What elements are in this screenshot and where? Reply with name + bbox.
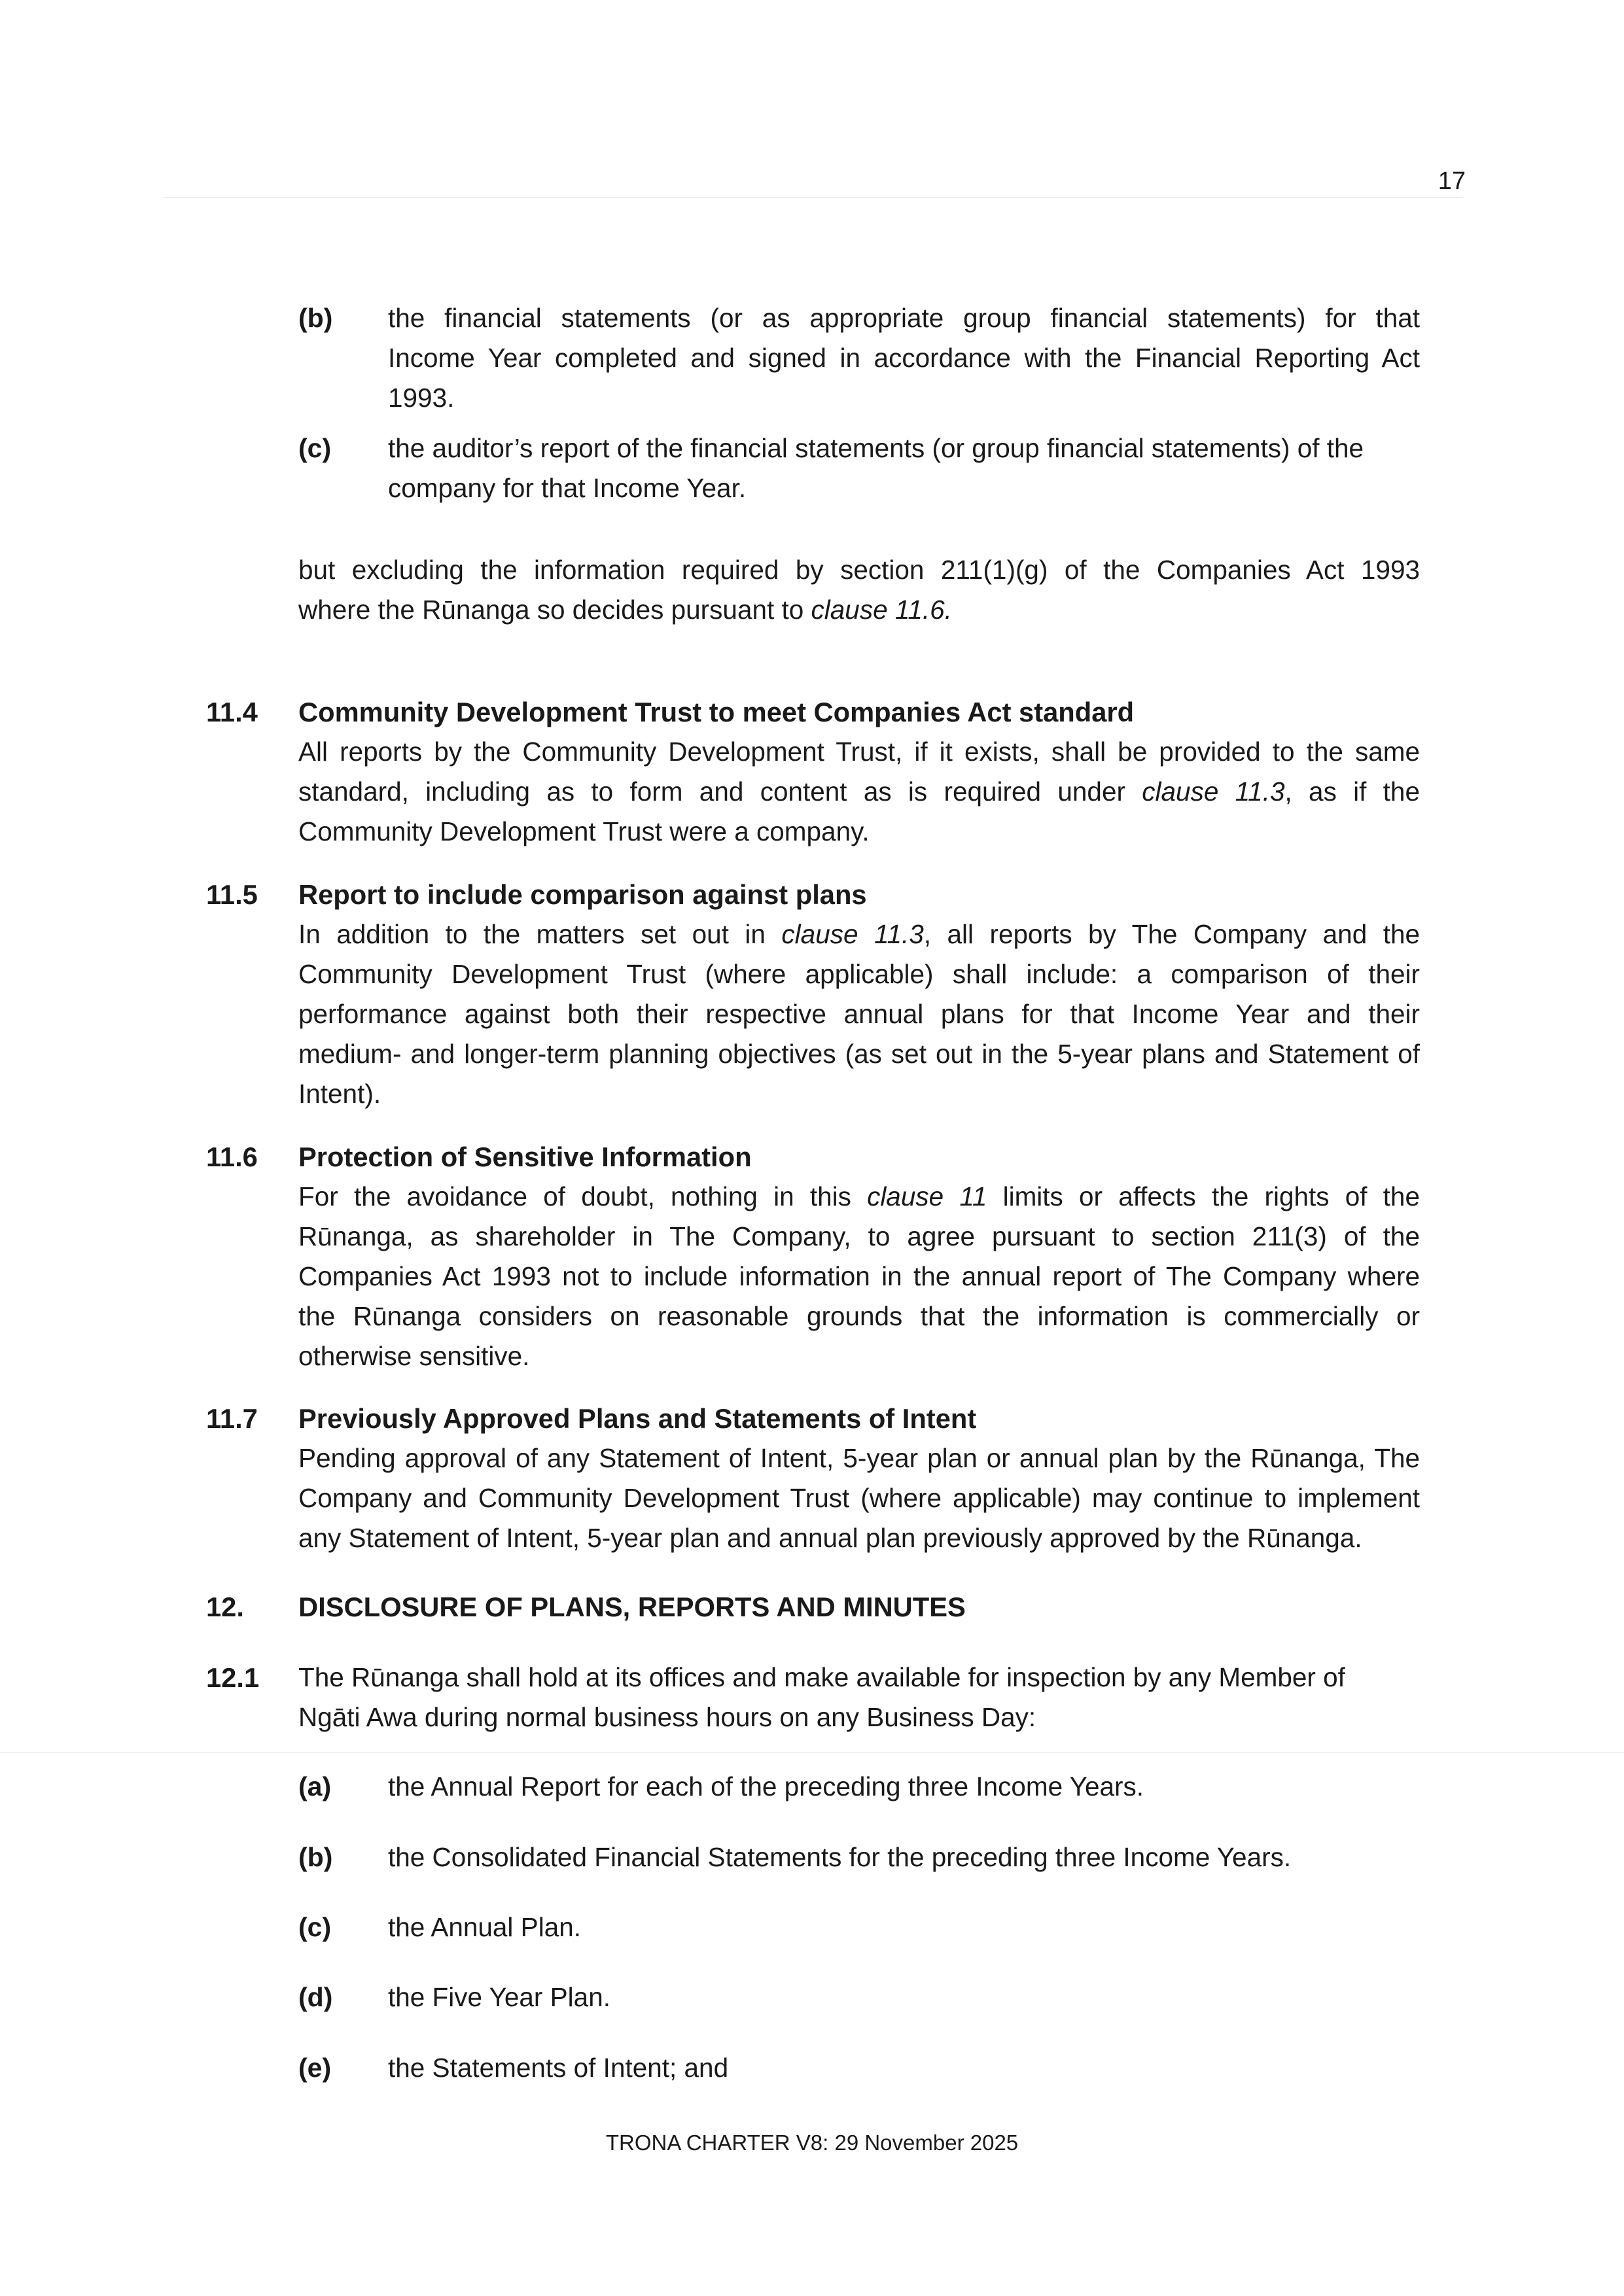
item-text [388, 2048, 1420, 2088]
text-segment: , all reports by The Company and the [923, 919, 1420, 949]
text-line: Pending approval of any Statement of Intent, 5-year plan or annual plan by the Rūnanga, The [298, 1443, 1420, 1473]
text-line: company for that Income Year. [388, 473, 747, 503]
text-line: otherwise sensitive. [298, 1341, 530, 1371]
section-number: 11.6 [206, 1141, 258, 1172]
item-label: (a) [298, 1771, 332, 1801]
text-line [298, 914, 1420, 954]
item-label: (c) [298, 433, 332, 463]
item-label: (e) [298, 2053, 332, 2083]
section-heading: Report to include comparison against plans [298, 879, 867, 910]
item-label: (b) [298, 303, 333, 333]
section-body [298, 1137, 1420, 1376]
section-body [298, 1587, 1420, 1627]
text-line: Companies Act 1993 not to include information in the annual report of The Company where [298, 1261, 1420, 1291]
text-line: Intent). [298, 1079, 381, 1109]
text-line: the auditor’s report of the financial statements (or group financial statements) of the [388, 433, 1364, 463]
text-line: Ngāti Awa during normal business hours on any Business Day: [298, 1702, 1036, 1732]
section-heading: Previously Approved Plans and Statements of Intent [298, 1403, 977, 1434]
page-footer: TRONA CHARTER V8: 29 November 2025 [605, 2131, 1019, 2155]
text-line: Company and Community Development Trust (where applicable) may continue to implement [298, 1483, 1420, 1513]
item-text [388, 428, 1420, 508]
item-text [388, 298, 1420, 418]
section-body [298, 875, 1420, 1114]
text-line: medium- and longer-term planning objectives (as set out in the 5-year plans and Statement of [298, 1039, 1420, 1069]
text-line [298, 772, 1420, 812]
text-line: the Five Year Plan. [388, 1982, 610, 2012]
text-line: 1993. [388, 383, 455, 413]
text-line: the Consolidated Financial Statements for the preceding three Income Years. [388, 1842, 1292, 1872]
text-line: the Statements of Intent; and [388, 2053, 729, 2083]
text-line: but excluding the information required by section 211(1)(g) of the Companies Act 1993 [298, 555, 1420, 585]
section-heading: DISCLOSURE OF PLANS, REPORTS AND MINUTES [298, 1592, 966, 1622]
item-text [388, 1907, 1420, 1947]
text-segment: For the avoidance of doubt, nothing in this [298, 1181, 868, 1211]
page-number: 17 [1438, 167, 1466, 195]
section-body [298, 692, 1420, 852]
text-line: the financial statements (or as appropriate group financial statements) for that [388, 303, 1420, 333]
text-segment: In addition to the matters set out in [298, 919, 782, 949]
text-line [298, 590, 1420, 630]
section-number: 12.1 [206, 1662, 260, 1693]
clause-reference: clause 11.6. [811, 595, 952, 625]
text-segment: where the Rūnanga so decides pursuant to [298, 595, 811, 625]
text-segment: , as if the [1284, 776, 1420, 807]
item-text [388, 1977, 1420, 2017]
section-number: 11.7 [206, 1403, 258, 1434]
text-line: performance against both their respective annual plans for that Income Year and their [298, 999, 1420, 1029]
scan-line [0, 1752, 1624, 1753]
section-body [298, 1658, 1420, 1737]
paragraph-body [298, 550, 1420, 630]
clause-reference: clause 11.3 [781, 919, 924, 949]
item-label: (d) [298, 1982, 333, 2012]
text-line: All reports by the Community Development Trust, if it exists, shall be provided to the same [298, 737, 1420, 767]
section-number: 11.5 [206, 879, 258, 910]
section-heading: Community Development Trust to meet Companies Act standard [298, 697, 1135, 727]
text-line [298, 1177, 1420, 1217]
item-text [388, 1767, 1420, 1807]
header-rule [164, 197, 1463, 198]
text-line: Rūnanga, as shareholder in The Company, to agree pursuant to section 211(3) of the [298, 1221, 1420, 1251]
text-line: Community Development Trust were a company. [298, 816, 870, 846]
text-segment: limits or affects the rights of the [987, 1181, 1420, 1211]
clause-reference: clause 11.3 [1142, 776, 1285, 807]
text-line: Income Year completed and signed in accordance with the Financial Reporting Act [388, 343, 1420, 373]
section-number: 12. [206, 1592, 244, 1622]
text-line: any Statement of Intent, 5-year plan and annual plan previously approved by the Rūnanga. [298, 1523, 1362, 1553]
text-line: the Annual Plan. [388, 1912, 581, 1942]
item-text [388, 1837, 1420, 1877]
section-body [298, 1399, 1420, 1558]
text-line: The Rūnanga shall hold at its offices and make available for inspection by any Member of [298, 1662, 1345, 1692]
clause-reference: clause 11 [867, 1181, 987, 1211]
item-label: (c) [298, 1912, 332, 1942]
text-line: Community Development Trust (where applicable) shall include: a comparison of their [298, 959, 1420, 989]
text-line: the Rūnanga considers on reasonable grounds that the information is commercially or [298, 1301, 1420, 1331]
item-label: (b) [298, 1842, 333, 1872]
text-line: the Annual Report for each of the preceding three Income Years. [388, 1771, 1144, 1801]
section-number: 11.4 [206, 697, 258, 727]
section-heading: Protection of Sensitive Information [298, 1141, 752, 1172]
text-segment: standard, including as to form and content as is required under [298, 776, 1142, 807]
